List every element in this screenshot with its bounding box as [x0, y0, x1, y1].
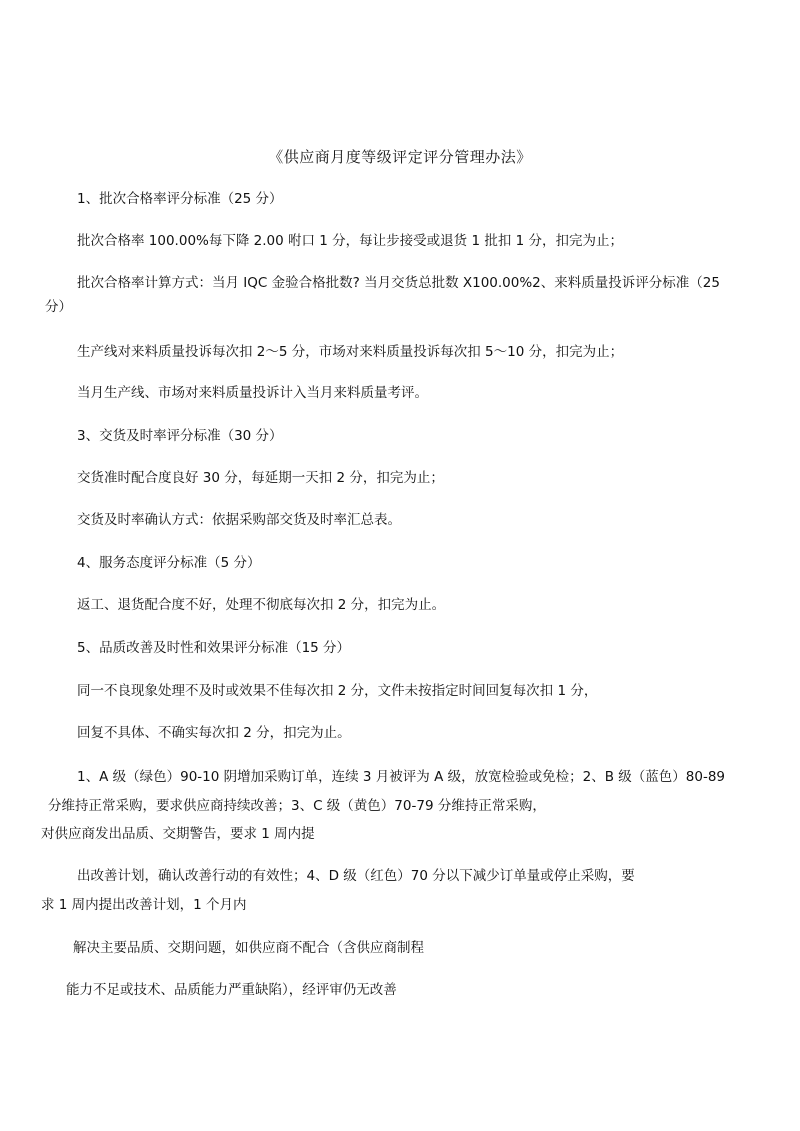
- section-3-heading: 3、交货及时率评分标准（30 分）: [77, 428, 283, 444]
- paragraph-line: 1、A 级（绿色）90-10 阴增加采购订单，连续 3 月被评为 A 级，放宽检验或免检；2、B 级（蓝色）80-89: [77, 769, 725, 785]
- section-5-heading: 5、品质改善及时性和效果评分标准（15 分）: [77, 640, 351, 656]
- paragraph-line: 当月生产线、市场对来料质量投诉计入当月来料质量考评。: [77, 385, 428, 401]
- paragraph-line: 交货及时率确认方式：依据采购部交货及时率汇总表。: [77, 512, 401, 528]
- paragraph-line: 生产线对来料质量投诉每次扣 2～5 分，市场对来料质量投诉每次扣 5～10 分，扣完为止；: [77, 344, 624, 360]
- paragraph-line: 批次合格率 100.00%每下降 2.00 咐口 1 分，每让步接受或退货 1 批扣 1 分，扣完为止；: [77, 233, 624, 249]
- section-1-heading: 1、批次合格率评分标准（25 分）: [77, 191, 283, 207]
- document-title: 《供应商月度等级评定评分管理办法》: [268, 148, 532, 166]
- paragraph-line: 批次合格率计算方式：当月 IQC 金验合格批数? 当月交货总批数 X100.00%2、来料质量投诉评分标准（25: [77, 275, 720, 291]
- paragraph-line: 求 1 周内提出改善计划，1 个月内: [41, 897, 247, 913]
- paragraph-line: 解决主要品质、交期问题，如供应商不配合（含供应商制程: [73, 940, 424, 956]
- paragraph-line: 分维持正常采购，要求供应商持续改善；3、C 级（黄色）70-79 分维持正常采购，: [48, 798, 546, 814]
- paragraph-line: 返工、退货配合度不好，处理不彻底每次扣 2 分，扣完为止。: [77, 597, 446, 613]
- section-4-heading: 4、服务态度评分标准（5 分）: [77, 555, 261, 571]
- paragraph-line: 回复不具体、不确实每次扣 2 分，扣完为止。: [77, 725, 351, 741]
- paragraph-line: 同一不良现象处理不及时或效果不佳每次扣 2 分，文件未按指定时间回复每次扣 1 分，: [77, 683, 598, 699]
- paragraph-line: 能力不足或技术、品质能力严重缺陷），经评审仍无改善: [66, 982, 397, 998]
- paragraph-line: 出改善计划，确认改善行动的有效性；4、D 级（红色）70 分以下减少订单量或停止采购，要: [77, 868, 635, 884]
- paragraph-line: 交货准时配合度良好 30 分，每延期一天扣 2 分，扣完为止；: [77, 470, 444, 486]
- paragraph-line: 分）: [45, 299, 72, 315]
- paragraph-line: 对供应商发出品质、交期警告，要求 1 周内提: [41, 826, 315, 842]
